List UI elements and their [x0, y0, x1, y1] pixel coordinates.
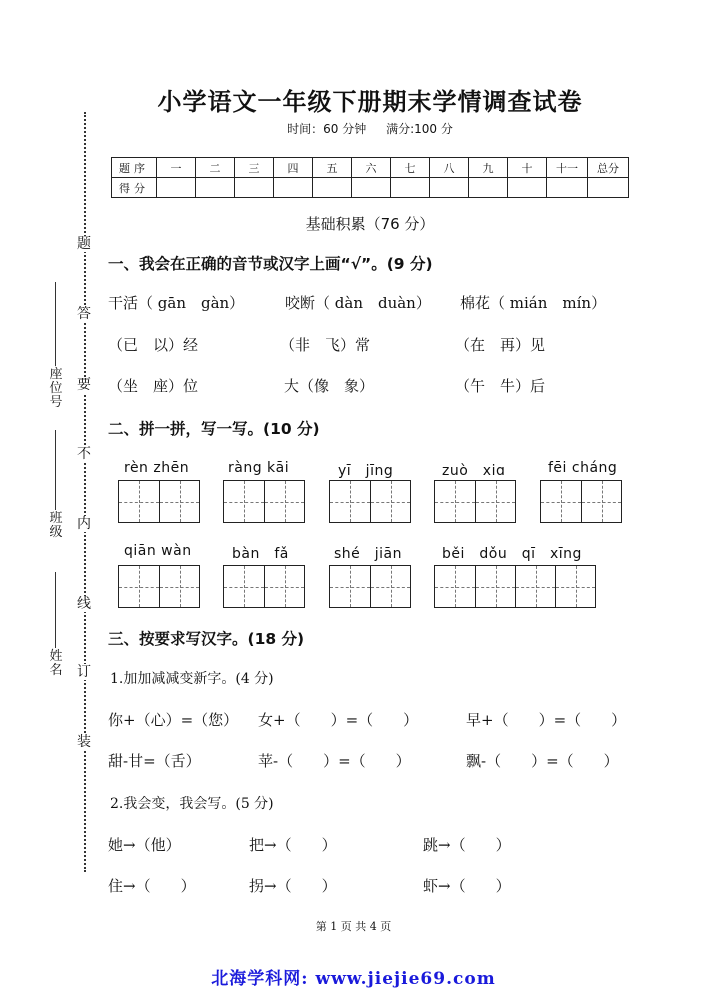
q1-item[interactable]: 大（像 象）	[284, 377, 375, 395]
grid-cell[interactable]	[515, 566, 555, 607]
q1-item[interactable]: （在 再）见	[455, 336, 546, 354]
q3-sub1-title: 1.加加减减变新字。(4 分)	[110, 671, 274, 687]
score-cell[interactable]	[391, 178, 430, 198]
score-table-header: 八	[430, 158, 469, 178]
score-table-header: 五	[313, 158, 352, 178]
pinyin-label: fēi cháng	[548, 460, 618, 476]
binding-char: 内	[77, 516, 91, 532]
name-blank[interactable]	[55, 572, 56, 648]
score-row-label: 得分	[112, 178, 157, 198]
grid-cell[interactable]	[475, 481, 515, 522]
score-cell[interactable]	[469, 178, 508, 198]
grid-cell[interactable]	[435, 566, 475, 607]
q3-item[interactable]: 她→（他）	[108, 836, 181, 854]
q1-item[interactable]: 咬断（ dàn duàn）	[285, 294, 431, 312]
pinyin-label: qiān wàn	[124, 543, 192, 559]
writing-grid[interactable]	[434, 480, 516, 523]
q3-item[interactable]: 跳→（ ）	[423, 836, 511, 854]
class-label: 班级	[49, 511, 63, 540]
grid-cell[interactable]	[330, 481, 370, 522]
page-title: 小学语文一年级下册期末学情调查试卷	[157, 88, 583, 116]
grid-cell[interactable]	[224, 481, 264, 522]
score-table-header: 十	[508, 158, 547, 178]
score-cell[interactable]	[430, 178, 469, 198]
exam-full-score: 满分:100 分	[386, 122, 453, 136]
name-label: 姓名	[49, 649, 63, 678]
grid-cell[interactable]	[224, 566, 264, 607]
q1-item[interactable]: 干活（ gān gàn）	[108, 294, 245, 312]
part-title: 基础积累（76 分）	[305, 215, 435, 233]
q1-item[interactable]: 棉花（ mián mín）	[460, 294, 607, 312]
q3-item[interactable]: 拐→（ ）	[249, 877, 337, 895]
score-table-header: 二	[196, 158, 235, 178]
q3-item[interactable]: 住→（ ）	[108, 877, 196, 895]
score-table	[111, 157, 629, 198]
binding-dotted-line	[84, 112, 86, 872]
exam-time: 时间：60 分钟	[287, 122, 367, 136]
site-watermark: 北海学科网: www.jiejie69.com	[211, 969, 496, 989]
score-table-header: 题序	[112, 158, 157, 178]
q3-item[interactable]: 苹-（ ）=（ ）	[258, 752, 411, 770]
pinyin-label: rèn zhēn	[124, 460, 190, 476]
score-cell[interactable]	[508, 178, 547, 198]
q1-item[interactable]: （已 以）经	[108, 336, 199, 354]
grid-cell[interactable]	[119, 481, 159, 522]
binding-char: 装	[77, 734, 91, 750]
q3-sub2-title: 2.我会变，我会写。(5 分)	[110, 796, 274, 812]
question-1-title: 一、我会在正确的音节或汉字上画“√”。(9 分)	[108, 255, 433, 273]
score-cell[interactable]	[235, 178, 274, 198]
pinyin-label: běi dǒu qī xīng	[442, 546, 582, 562]
q3-item[interactable]: 把→（ ）	[249, 836, 337, 854]
score-cell[interactable]	[588, 178, 629, 198]
writing-grid[interactable]	[434, 565, 596, 608]
pinyin-label: yī jīng	[338, 463, 394, 479]
writing-grid[interactable]	[329, 565, 411, 608]
binding-char: 题	[77, 236, 91, 252]
grid-cell[interactable]	[159, 481, 199, 522]
grid-cell[interactable]	[330, 566, 370, 607]
writing-grid[interactable]	[329, 480, 411, 523]
score-cell[interactable]	[274, 178, 313, 198]
q3-item[interactable]: 甜-甘=（舌）	[108, 752, 201, 770]
q1-item[interactable]: （非 飞）常	[280, 336, 371, 354]
grid-cell[interactable]	[264, 566, 304, 607]
grid-cell[interactable]	[555, 566, 595, 607]
score-table-header: 三	[235, 158, 274, 178]
score-table-header: 十一	[547, 158, 588, 178]
writing-grid[interactable]	[223, 480, 305, 523]
seat-number-blank[interactable]	[55, 282, 56, 366]
q3-item[interactable]: 虾→（ ）	[423, 877, 511, 895]
binding-char: 要	[77, 377, 91, 393]
binding-char: 订	[77, 664, 91, 680]
binding-char: 不	[77, 446, 91, 462]
score-table-header: 六	[352, 158, 391, 178]
score-cell[interactable]	[196, 178, 235, 198]
writing-grid[interactable]	[118, 565, 200, 608]
pinyin-label: zuò xiɑ	[442, 463, 506, 479]
score-table-header: 总分	[588, 158, 629, 178]
grid-cell[interactable]	[435, 481, 475, 522]
score-cell[interactable]	[157, 178, 196, 198]
grid-cell[interactable]	[370, 481, 410, 522]
page-footer: 第 1 页 共 4 页	[315, 920, 392, 933]
score-table-header: 九	[469, 158, 508, 178]
score-cell[interactable]	[352, 178, 391, 198]
q3-item[interactable]: 早+（ ）=（ ）	[466, 711, 627, 729]
class-blank[interactable]	[55, 430, 56, 510]
grid-cell[interactable]	[475, 566, 515, 607]
grid-cell[interactable]	[119, 566, 159, 607]
grid-cell[interactable]	[370, 566, 410, 607]
binding-char: 线	[77, 596, 91, 612]
exam-info	[100, 120, 640, 137]
q1-item[interactable]: （坐 座）位	[108, 377, 199, 395]
score-cell[interactable]	[313, 178, 352, 198]
grid-cell[interactable]	[541, 481, 581, 522]
grid-cell[interactable]	[159, 566, 199, 607]
writing-grid[interactable]	[223, 565, 305, 608]
score-table-header: 一	[157, 158, 196, 178]
q3-item[interactable]: 女+（ ）=（ ）	[258, 711, 419, 729]
q1-item[interactable]: （午 牛）后	[455, 377, 546, 395]
seat-number-label: 座位号	[49, 367, 63, 410]
grid-cell[interactable]	[581, 481, 621, 522]
writing-grid[interactable]	[540, 480, 622, 523]
pinyin-label: shé jiān	[334, 546, 403, 562]
pinyin-label: ràng kāi	[228, 460, 290, 476]
q3-item[interactable]: 飘-（ ）=（ ）	[466, 752, 619, 770]
score-table-header: 七	[391, 158, 430, 178]
grid-cell[interactable]	[264, 481, 304, 522]
writing-grid[interactable]	[118, 480, 200, 523]
score-table-header: 四	[274, 158, 313, 178]
question-3-title: 三、按要求写汉字。(18 分)	[108, 630, 305, 648]
binding-char: 答	[77, 306, 91, 322]
score-cell[interactable]	[547, 178, 588, 198]
q3-item[interactable]: 你+（心）=（您）	[108, 711, 239, 729]
question-2-title: 二、拼一拼，写一写。(10 分)	[108, 420, 320, 438]
pinyin-label: bàn fǎ	[232, 546, 289, 562]
